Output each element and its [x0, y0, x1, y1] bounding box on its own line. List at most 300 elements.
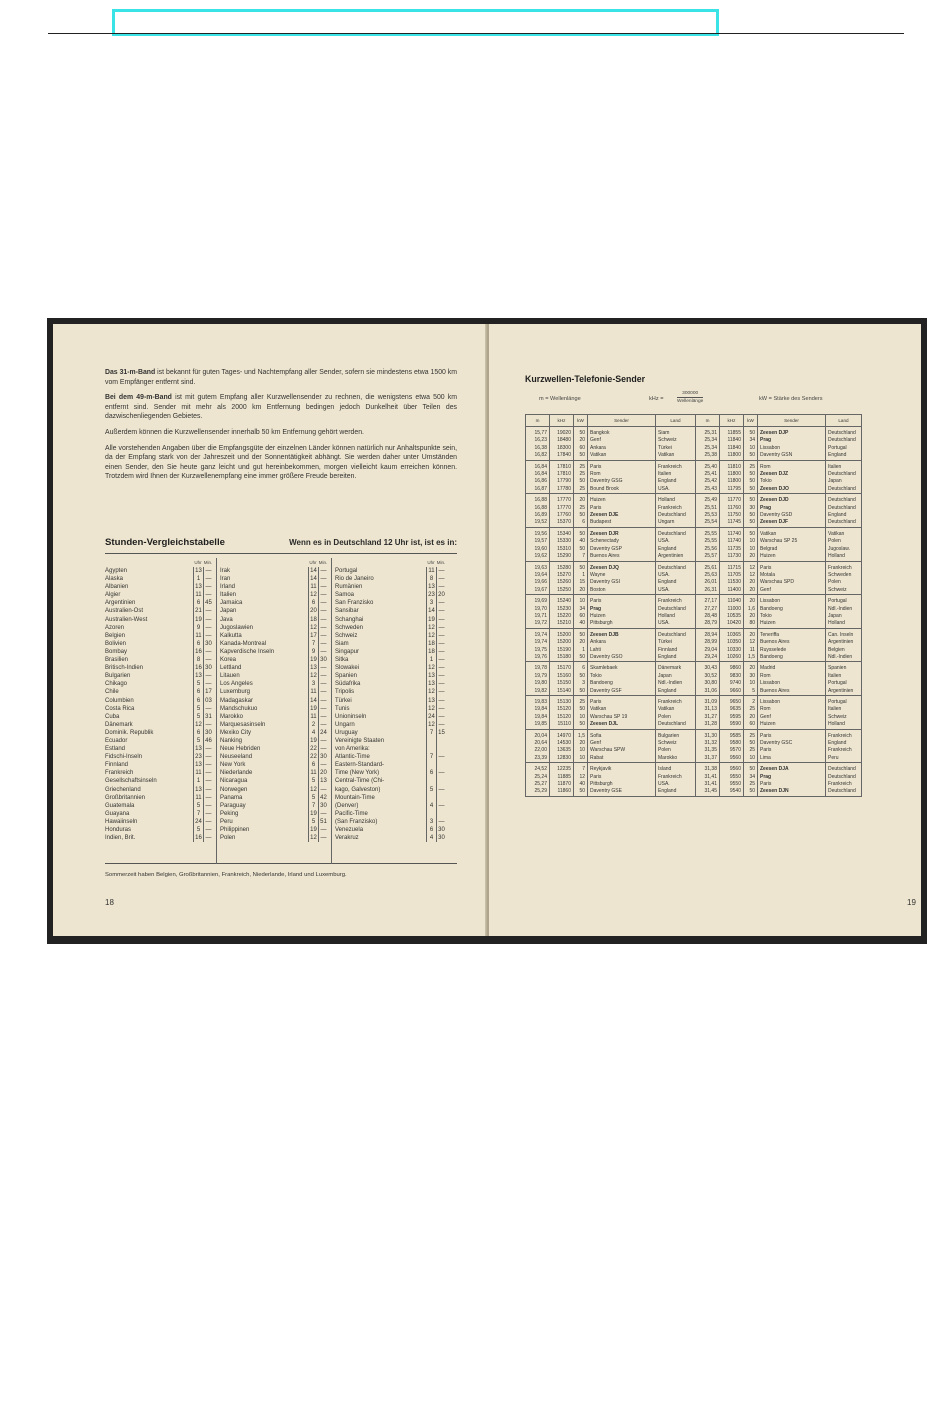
- time-row: [220, 672, 328, 680]
- table-row: [526, 460, 862, 471]
- hour-value: 8: [193, 656, 203, 664]
- hour-value: 4: [426, 802, 436, 810]
- time-row: [220, 802, 328, 810]
- country-name: Algier: [105, 592, 121, 599]
- time-row: [105, 607, 213, 615]
- power-cell: 6: [574, 662, 588, 673]
- minute-value: 45: [203, 599, 213, 607]
- power-cell: 25: [574, 505, 588, 512]
- station-cell: Budapest: [588, 519, 656, 527]
- time-row: [105, 802, 213, 810]
- time-row: [220, 648, 328, 656]
- power-cell: 3: [574, 680, 588, 687]
- hour-value: 2: [308, 721, 318, 729]
- minute-value: —: [318, 583, 328, 591]
- station-cell: Vatikan: [758, 527, 826, 538]
- country-name: Lettland: [220, 665, 242, 672]
- power-cell: 20: [744, 579, 758, 586]
- wavelength-cell: 25,54: [696, 519, 720, 527]
- station-cell: Zeesen DJP: [758, 427, 826, 438]
- wavelength-cell: 16,88: [526, 505, 550, 512]
- country-cell: Frankreich: [826, 561, 862, 572]
- country-cell: Deutschland: [826, 427, 862, 438]
- hour-value: 13: [426, 672, 436, 680]
- station-cell: Daventry GSD: [758, 512, 826, 519]
- hour-value: 5: [193, 705, 203, 713]
- minute-value: —: [318, 624, 328, 632]
- station-cell: Daventry GSE: [588, 788, 656, 796]
- time-row: [335, 777, 446, 785]
- country-cell: Peru: [826, 755, 862, 763]
- wavelength-cell: 19,63: [526, 561, 550, 572]
- minute-value: —: [203, 607, 213, 615]
- time-row: [335, 786, 446, 794]
- table-row: [526, 774, 862, 781]
- frequency-cell: 12235: [550, 763, 574, 774]
- country-name: Guayana: [105, 810, 130, 817]
- minute-value: —: [318, 575, 328, 583]
- station-cell: Paris: [758, 781, 826, 788]
- minute-value: —: [318, 672, 328, 680]
- frequency-cell: 11715: [720, 561, 744, 572]
- station-cell: Zeesen DJL: [588, 721, 656, 729]
- wavelength-cell: 31,27: [696, 714, 720, 721]
- minute-value: —: [436, 607, 446, 615]
- summer-time-footnote: Sommerzeit haben Belgien, Großbritannien, Frankreich, Niederlande, Irland und Luxemburg.: [105, 872, 347, 878]
- station-cell: Paris: [758, 747, 826, 754]
- minute-value: 30: [318, 656, 328, 664]
- time-row: [220, 607, 328, 615]
- time-row: [220, 697, 328, 705]
- minute-value: —: [203, 745, 213, 753]
- hour-value: 5: [308, 818, 318, 826]
- time-row: [335, 834, 446, 842]
- country-cell: Holland: [826, 620, 862, 628]
- hour-value: 13: [308, 664, 318, 672]
- time-row: [220, 826, 328, 834]
- country-name: Marokko: [220, 713, 244, 720]
- intro-text-body: ist mit gutem Empfang aller Kurzwellensender zu rechnen, die wenigstens etwa 500 km entfernt sind. Sender mit mehr als 2000 km Entfernung bedingen jedoch Dunkelheit über Teilen des dazwischenliegenden Gebietes.: [105, 394, 457, 421]
- hour-value: 11: [193, 794, 203, 802]
- header-hour: Uhr: [309, 560, 317, 565]
- time-row: [220, 713, 328, 721]
- table-row: [526, 639, 862, 646]
- hour-value: 3: [308, 680, 318, 688]
- table-header-cell: m: [696, 415, 720, 427]
- hour-value: [426, 737, 436, 745]
- power-cell: 25: [744, 747, 758, 754]
- minute-value: —: [203, 761, 213, 769]
- station-cell: Bandoeng: [758, 606, 826, 613]
- hour-value: 11: [308, 688, 318, 696]
- power-cell: 20: [574, 437, 588, 444]
- wavelength-cell: 16,38: [526, 445, 550, 452]
- frequency-cell: 11795: [720, 486, 744, 494]
- hour-value: 6: [193, 697, 203, 705]
- station-cell: Schenectady: [588, 538, 656, 545]
- wavelength-cell: 19,82: [526, 688, 550, 696]
- minute-value: 24: [318, 729, 328, 737]
- country-cell: Deutschland: [826, 437, 862, 444]
- column-header: [220, 560, 328, 567]
- station-cell: Paris: [588, 505, 656, 512]
- minute-value: 17: [203, 688, 213, 696]
- wavelength-cell: 26,01: [696, 579, 720, 586]
- power-cell: 12: [744, 561, 758, 572]
- wavelength-cell: 16,87: [526, 486, 550, 494]
- hour-value: 13: [426, 680, 436, 688]
- country-cell: Belgien: [826, 647, 862, 654]
- country-cell: Holland: [656, 613, 696, 620]
- country-cell: Frankreich: [656, 595, 696, 606]
- frequency-cell: 11530: [720, 579, 744, 586]
- hour-value: 12: [308, 591, 318, 599]
- time-row: [105, 729, 213, 737]
- frequency-cell: 9550: [720, 774, 744, 781]
- power-cell: 12: [744, 572, 758, 579]
- hour-value: 5: [193, 713, 203, 721]
- column-header: [105, 560, 213, 567]
- time-row: [220, 680, 328, 688]
- minute-value: 31: [203, 713, 213, 721]
- wavelength-cell: 27,17: [696, 595, 720, 606]
- minute-value: 13: [318, 777, 328, 785]
- hour-value: 6: [193, 729, 203, 737]
- country-cell: Ungarn: [656, 519, 696, 527]
- time-row: [220, 616, 328, 624]
- minute-value: 46: [203, 737, 213, 745]
- frequency-cell: 9740: [720, 680, 744, 687]
- country-name: Finnland: [105, 762, 129, 769]
- intro-bold-lead: Das 31-m-Band: [105, 369, 156, 376]
- country-cell: Ndl.-Indien: [826, 606, 862, 613]
- station-cell: Paris: [588, 696, 656, 707]
- wavelength-cell: 19,85: [526, 721, 550, 729]
- frequency-cell: 11760: [720, 505, 744, 512]
- intro-paragraph: [105, 444, 457, 482]
- wavelength-cell: 20,04: [526, 729, 550, 740]
- frequency-cell: 9560: [720, 763, 744, 774]
- wavelength-cell: 25,56: [696, 546, 720, 553]
- table-top-rule: [105, 553, 457, 554]
- time-column-3: [335, 560, 446, 842]
- hour-value: 13: [426, 697, 436, 705]
- table-row: [526, 527, 862, 538]
- minute-value: [436, 761, 446, 769]
- country-name: Vereinigte Staaten: [335, 737, 385, 744]
- country-name: Norwegen: [220, 786, 248, 793]
- wavelength-cell: 31,30: [696, 729, 720, 740]
- intro-text-body: Außerdem können die Kurzwellensender innerhalb 50 km Entfernung gehört werden.: [105, 428, 364, 436]
- wavelength-cell: 19,84: [526, 714, 550, 721]
- table-row: [526, 714, 862, 721]
- frequency-cell: 11770: [720, 494, 744, 505]
- frequency-cell: 15290: [550, 553, 574, 561]
- power-cell: 60: [574, 445, 588, 452]
- country-cell: England: [826, 452, 862, 460]
- frequency-cell: 15120: [550, 714, 574, 721]
- frequency-cell: 11040: [720, 595, 744, 606]
- table-bottom-rule: [105, 863, 457, 864]
- frequency-cell: 15210: [550, 620, 574, 628]
- minute-value: —: [436, 567, 446, 575]
- station-cell: Bandoeng: [588, 680, 656, 687]
- time-row: [105, 688, 213, 696]
- header-minute: Min.: [203, 560, 213, 565]
- minute-value: —: [318, 591, 328, 599]
- country-cell: Frankreich: [826, 747, 862, 754]
- frequency-cell: 15200: [550, 628, 574, 639]
- country-name: Indien, Brit.: [105, 835, 136, 842]
- country-name: Costa Rica: [105, 705, 135, 712]
- hour-value: 16: [193, 664, 203, 672]
- minute-value: —: [318, 826, 328, 834]
- power-cell: 50: [574, 628, 588, 639]
- hour-value: 14: [308, 697, 318, 705]
- station-cell: Zeesen DJN: [758, 788, 826, 796]
- wavelength-cell: 25,31: [696, 427, 720, 438]
- hour-value: 13: [426, 583, 436, 591]
- header-hour: Uhr: [194, 560, 202, 565]
- minute-value: —: [203, 624, 213, 632]
- station-cell: Zeesen DJE: [588, 512, 656, 519]
- hour-value: 12: [308, 834, 318, 842]
- table-row: [526, 445, 862, 452]
- hour-value: 14: [426, 607, 436, 615]
- country-cell: Marokko: [656, 755, 696, 763]
- frequency-cell: 11840: [720, 445, 744, 452]
- hour-value: 19: [308, 826, 318, 834]
- country-cell: England: [656, 654, 696, 662]
- table-row: [526, 620, 862, 628]
- wavelength-cell: 19,84: [526, 706, 550, 713]
- hour-value: 19: [308, 737, 318, 745]
- time-row: [105, 818, 213, 826]
- station-cell: Paris: [588, 774, 656, 781]
- country-name: Jugoslawien: [220, 624, 254, 631]
- wavelength-cell: 31,38: [696, 763, 720, 774]
- time-row: [335, 705, 446, 713]
- country-cell: Deutschland: [826, 519, 862, 527]
- country-cell: Argentinien: [826, 688, 862, 696]
- frequency-cell: 17790: [550, 478, 574, 485]
- station-cell: Daventry GSI: [588, 579, 656, 586]
- time-row: [220, 591, 328, 599]
- country-name: Neue Hebriden: [220, 746, 261, 753]
- station-cell: Rabat: [588, 755, 656, 763]
- table-row: [526, 696, 862, 707]
- country-cell: Deutschland: [656, 527, 696, 538]
- column-header: [335, 560, 446, 567]
- time-row: [335, 591, 446, 599]
- transmitter-list-title: Kurzwellen-Telefonie-Sender: [525, 374, 646, 384]
- minute-value: —: [318, 737, 328, 745]
- country-cell: Holland: [656, 494, 696, 505]
- country-name: Sitka: [335, 657, 349, 664]
- station-cell: Lissabon: [758, 445, 826, 452]
- minute-value: —: [436, 616, 446, 624]
- country-name: Siam: [335, 640, 349, 647]
- table-row: [526, 478, 862, 485]
- wavelength-cell: 16,89: [526, 512, 550, 519]
- time-row: [105, 672, 213, 680]
- hour-value: 12: [193, 721, 203, 729]
- power-cell: 50: [574, 654, 588, 662]
- country-cell: Holland: [826, 721, 862, 729]
- station-cell: Daventry GSN: [758, 452, 826, 460]
- minute-value: —: [318, 713, 328, 721]
- hour-value: [426, 810, 436, 818]
- power-cell: 50: [574, 478, 588, 485]
- hour-value: 1: [426, 656, 436, 664]
- frequency-cell: 15230: [550, 606, 574, 613]
- country-cell: USA.: [656, 620, 696, 628]
- power-cell: 20: [574, 494, 588, 505]
- wavelength-cell: 25,53: [696, 512, 720, 519]
- minute-value: —: [436, 632, 446, 640]
- hour-value: 16: [193, 834, 203, 842]
- country-name: Tunis: [335, 705, 350, 712]
- wavelength-cell: 25,55: [696, 527, 720, 538]
- hour-value: [426, 745, 436, 753]
- frequency-cell: 15120: [550, 706, 574, 713]
- station-cell: Prag: [758, 774, 826, 781]
- wavelength-cell: 31,09: [696, 696, 720, 707]
- time-row: [105, 786, 213, 794]
- wavelength-cell: 19,56: [526, 527, 550, 538]
- hour-value: 6: [308, 599, 318, 607]
- station-cell: Reykjavik: [588, 763, 656, 774]
- intro-text-body: ist bekannt für guten Tages- und Nachtempfang aller Sender, sofern sie mindestens etwa 1500 km vom Empfänger entfernt sind.: [105, 369, 457, 386]
- power-cell: 25: [744, 460, 758, 471]
- wavelength-cell: 25,34: [696, 445, 720, 452]
- country-cell: Ndl.-Indien: [826, 654, 862, 662]
- table-row: [526, 512, 862, 519]
- country-name: Venezuela: [335, 827, 364, 833]
- power-cell: 7: [574, 553, 588, 561]
- minute-value: —: [436, 721, 446, 729]
- station-cell: Lahti: [588, 647, 656, 654]
- minute-value: —: [203, 802, 213, 810]
- station-cell: Rom: [588, 471, 656, 478]
- station-cell: Ruysselede: [758, 647, 826, 654]
- country-name: Bolivien: [105, 640, 127, 647]
- table-row: [526, 595, 862, 606]
- power-cell: 40: [574, 620, 588, 628]
- wavelength-cell: 19,74: [526, 639, 550, 646]
- station-cell: Prag: [758, 505, 826, 512]
- hour-value: 7: [308, 640, 318, 648]
- table-row: [526, 437, 862, 444]
- frequency-cell: 11800: [720, 452, 744, 460]
- time-row: [105, 810, 213, 818]
- station-cell: Lissabon: [758, 696, 826, 707]
- country-name: Peking: [220, 810, 239, 817]
- power-cell: 50: [574, 721, 588, 729]
- frequency-cell: 9540: [720, 788, 744, 796]
- power-cell: 25: [744, 729, 758, 740]
- country-cell: Schweiz: [656, 740, 696, 747]
- frequency-cell: 10535: [720, 613, 744, 620]
- minute-value: 15: [436, 729, 446, 737]
- table-row: [526, 781, 862, 788]
- frequency-cell: 11740: [720, 527, 744, 538]
- table-header-cell: Sender: [588, 415, 656, 427]
- hour-value: 12: [426, 705, 436, 713]
- hour-value: 12: [308, 624, 318, 632]
- country-name: Litauen: [220, 673, 240, 680]
- frequency-cell: 15140: [550, 688, 574, 696]
- country-cell: Siam: [656, 427, 696, 438]
- country-cell: Frankreich: [656, 696, 696, 707]
- minute-value: —: [436, 769, 446, 777]
- station-cell: Genf: [588, 740, 656, 747]
- wavelength-cell: 23,39: [526, 755, 550, 763]
- hour-value: [426, 761, 436, 769]
- power-cell: 25: [574, 696, 588, 707]
- hour-value: 5: [426, 786, 436, 794]
- time-row: [105, 713, 213, 721]
- time-row: [335, 818, 446, 826]
- frequency-cell: 9550: [720, 781, 744, 788]
- time-row: [335, 632, 446, 640]
- country-name: Irak: [220, 568, 231, 574]
- hour-value: 13: [193, 672, 203, 680]
- country-cell: Deutschland: [656, 721, 696, 729]
- wavelength-cell: 19,60: [526, 546, 550, 553]
- country-name: Estland: [105, 746, 126, 753]
- country-name: Polen: [220, 835, 236, 842]
- hour-value: [426, 794, 436, 802]
- country-cell: Schweiz: [826, 714, 862, 721]
- power-cell: 25: [574, 471, 588, 478]
- country-name: Rumänien: [335, 584, 363, 591]
- frequency-cell: 15170: [550, 662, 574, 673]
- frequency-cell: 10365: [720, 628, 744, 639]
- country-cell: Polen: [656, 747, 696, 754]
- country-name: San Franzisko: [335, 600, 374, 607]
- left-page: [53, 324, 487, 936]
- time-row: [220, 599, 328, 607]
- station-cell: Genf: [758, 587, 826, 595]
- country-name: (Denver): [335, 802, 359, 809]
- wavelength-cell: 31,41: [696, 781, 720, 788]
- station-cell: Warschau SPD: [758, 579, 826, 586]
- table-row: [526, 505, 862, 512]
- power-cell: 15: [574, 579, 588, 586]
- time-row: [105, 624, 213, 632]
- station-cell: Belgrad: [758, 546, 826, 553]
- wavelength-cell: 19,69: [526, 595, 550, 606]
- power-cell: 20: [574, 740, 588, 747]
- station-cell: Wayne: [588, 572, 656, 579]
- hour-value: 12: [426, 632, 436, 640]
- minute-value: —: [318, 599, 328, 607]
- minute-value: 30: [318, 802, 328, 810]
- station-cell: Buenos Aires: [588, 553, 656, 561]
- country-cell: USA.: [656, 486, 696, 494]
- country-cell: Japan: [826, 613, 862, 620]
- minute-value: —: [436, 664, 446, 672]
- country-name: Schweiz: [335, 632, 358, 639]
- time-row: [105, 575, 213, 583]
- minute-value: —: [203, 721, 213, 729]
- station-cell: Rom: [758, 673, 826, 680]
- wavelength-cell: 25,49: [696, 494, 720, 505]
- time-row: [335, 688, 446, 696]
- right-page: [489, 324, 921, 936]
- country-cell: Argentinien: [826, 639, 862, 646]
